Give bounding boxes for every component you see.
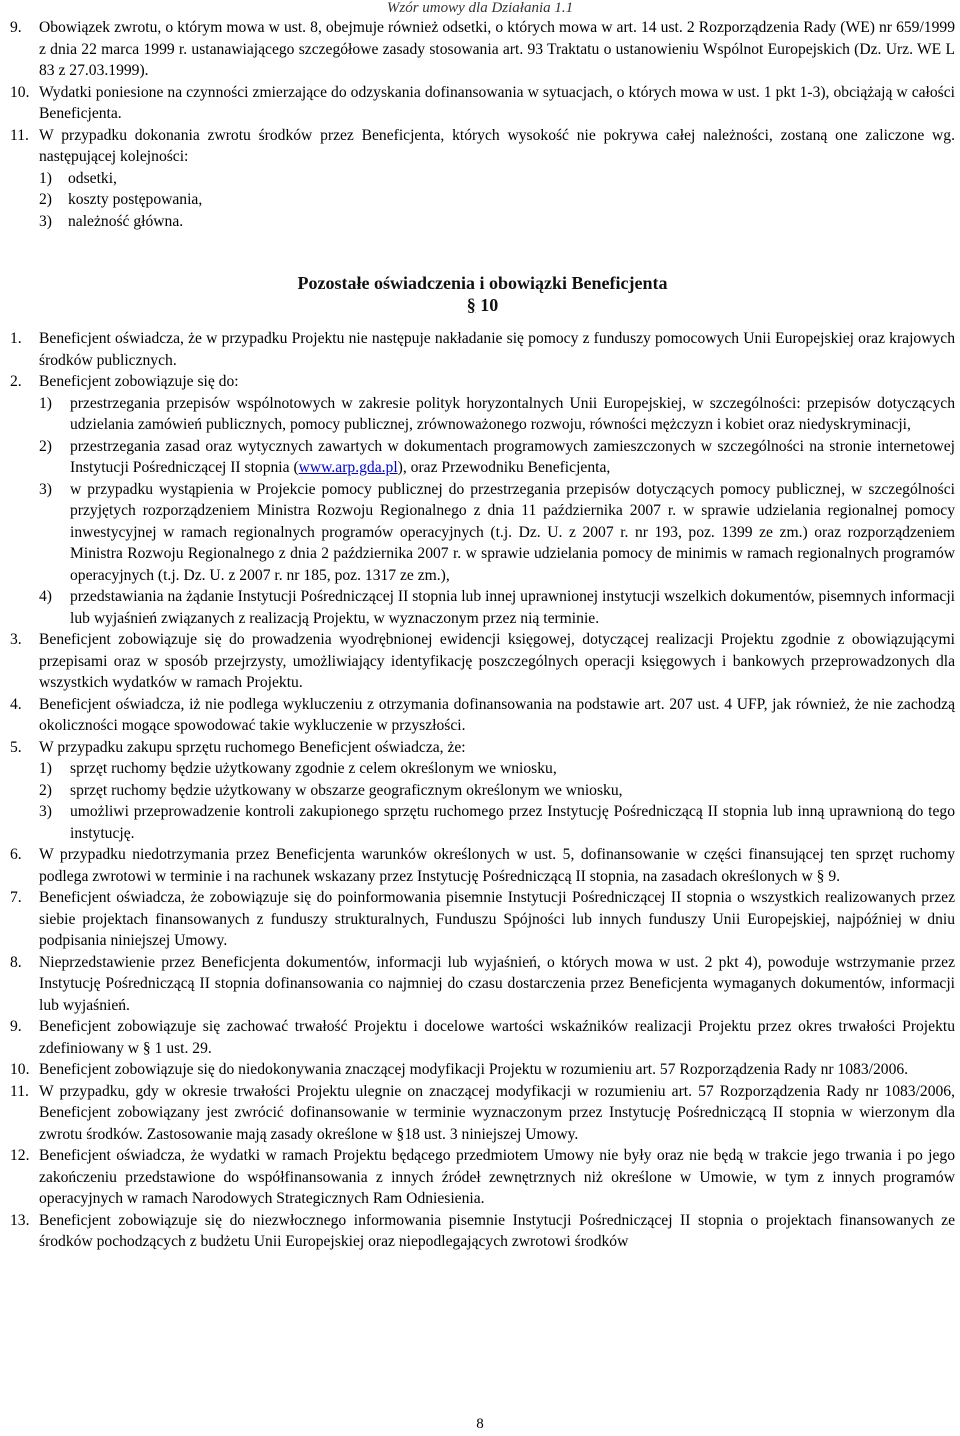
paragraph-text: Nieprzedstawienie przez Beneficjenta dokumentów, informacji lub wyjaśnień, o których mowa w ust. 2 pkt 4), powoduje wstrzymanie przez Instytucję Pośredniczącą II stopnia dofinansowania co najmniej do czasu dostarczenia przez Beneficjenta wymaganych dokumentów, informacji lub wyjaśnień. xyxy=(39,953,955,1014)
paragraph-number: 2. xyxy=(10,373,22,390)
list-item xyxy=(39,436,955,479)
list-item-number: 2) xyxy=(39,781,52,799)
list-item xyxy=(39,189,955,211)
paragraph-text: W przypadku zakupu sprzętu ruchomego Beneficjent oświadcza, że: xyxy=(39,738,466,756)
paragraph-number: 10. xyxy=(10,1061,30,1078)
paragraph-number: 9. xyxy=(10,1018,22,1035)
section-paragraph-4 xyxy=(10,694,955,737)
list-item xyxy=(39,586,955,629)
list-item-text: sprzęt ruchomy będzie użytkowany w obszarze geograficznym określonym we wniosku, xyxy=(70,781,623,799)
paragraph-number: 1. xyxy=(10,330,22,347)
section-paragraph-1 xyxy=(10,328,955,371)
list-item-number: 1) xyxy=(39,169,52,187)
list-item-text: przedstawiania na żądanie Instytucji Pośredniczącej II stopnia lub innej uprawnionej instytucji wszelkich dokumentów, pisemnych informacji lub wyjaśnień związanych z realizacją Projektu, w wyznaczonym przez nią terminie. xyxy=(70,588,955,627)
equipment-list xyxy=(39,758,955,844)
section-symbol: § xyxy=(466,295,476,315)
arp-website-link[interactable]: www.arp.gda.pl xyxy=(298,459,398,476)
list-item-text: należność główna. xyxy=(68,212,184,230)
document-body xyxy=(10,17,955,1253)
list-item-text: koszty postępowania, xyxy=(68,191,203,208)
paragraph-text: Obowiązek zwrotu, o którym mowa w ust. 8, obejmuje również odsetki, o których mowa w art. 14 ust. 2 Rozporządzenia Rady (WE) nr 659/1999 z dnia 22 marca 1999 r. ustanawiającego szczegółowe zasady stosowania art. 93 Traktatu o ustanowieniu Wspólnot Europejskich (Dz. Urz. WE L 83 z 27.03.1999). xyxy=(39,19,955,79)
paragraph-text: Beneficjent zobowiązuje się do: xyxy=(39,373,239,390)
list-item-text-part: przestrzegania zasad oraz wytycznych zawartych w dokumentach programowych zamieszczonych w szczególności na stronie internetowej Instytucji Pośredniczącej II stopnia ( xyxy=(70,437,955,476)
list-item xyxy=(39,211,955,233)
list-item xyxy=(39,780,955,802)
list-item xyxy=(39,479,955,587)
section-paragraph-6 xyxy=(10,844,955,887)
paragraph-number: 12. xyxy=(10,1147,30,1164)
list-item-text: odsetki, xyxy=(68,169,117,187)
paragraph-text: Beneficjent oświadcza, że zobowiązuje się do poinformowania pisemnie Instytucji Pośredniczącej II stopnia o wszystkich realizowanych przez siebie projektach finansowanych z funduszy strukturalnych, Funduszu Spójności lub innych funduszy Unii Europejskiej, najpóźniej w dniu podpisania niniejszej Umowy. xyxy=(39,889,955,949)
list-item-number: 1) xyxy=(39,760,52,777)
paragraph-10 xyxy=(10,82,955,125)
section-paragraph-5 xyxy=(10,737,955,845)
paragraph-number: 4. xyxy=(10,695,22,713)
paragraph-text: Beneficjent oświadcza, iż nie podlega wykluczeniu z otrzymania dofinansowania na podstawie art. 207 ust. 4 UFP, jak również, że nie zachodzą okoliczności mogące spowodować takie wykluczenie w przyszłości. xyxy=(39,695,955,734)
section-number xyxy=(10,294,955,316)
section-paragraph-11 xyxy=(10,1081,955,1146)
section-paragraph-12 xyxy=(10,1145,955,1210)
paragraph-body xyxy=(39,125,955,233)
list-item xyxy=(39,168,955,190)
list-item xyxy=(39,393,955,436)
list-item-text: w przypadku wystąpienia w Projekcie pomocy publicznej do przestrzegania przepisów dotyczących pomocy publicznej, w szczególności przyjętych rozporządzeniem Ministra Rozwoju Regionalnego z dnia 11 października 2007 r. w sprawie udzielania regionalnej pomocy inwestycyjnej w ramach regionalnych programów operacyjnych (t.j. Dz. U. z 2007 r. nr 193, poz. 1399 ze zm.) oraz rozporządzeniem Ministra Rozwoju Regionalnego z dnia 2 października 2007 r. w sprawie udzielania pomocy de minimis w ramach regionalnych programów operacyjnych (t.j. Dz. U. z 2007 r. nr 185, poz. 1317 ze zm.), xyxy=(70,480,955,584)
list-item-number: 2) xyxy=(39,191,52,208)
paragraph-number: 10. xyxy=(10,83,30,101)
list-item-number: 1) xyxy=(39,394,52,412)
section-paragraph-3 xyxy=(10,629,955,694)
paragraph-text: Wydatki poniesione na czynności zmierzające do odzyskania dofinansowania w sytuacjach, o których mowa w ust. 1 pkt 1-3), obciążają w całości Beneficjenta. xyxy=(39,83,955,122)
paragraph-number: 3. xyxy=(10,631,22,648)
paragraph-number: 11. xyxy=(10,1082,29,1100)
paragraph-text: W przypadku dokonania zwrotu środków przez Beneficjenta, których wysokość nie pokrywa całej należności, zostaną one zaliczone wg. następującej kolejności: xyxy=(39,126,955,165)
list-item-number: 4) xyxy=(39,588,52,605)
list-item-number: 3) xyxy=(39,803,52,820)
paragraph-text: Beneficjent zobowiązuje się do niezwłocznego informowania pisemnie Instytucji Pośredniczącej II stopnia o projektach finansowanych ze środków pochodzących z budżetu Unii Europejskiej oraz niepodlegających zwrotowi środków xyxy=(39,1211,955,1250)
repayment-order-list xyxy=(39,168,955,233)
list-item-text: umożliwi przeprowadzenie kontroli zakupionego sprzętu ruchomego przez Instytucję Pośredniczącą II stopnia lub inną uprawnioną do tego instytucję. xyxy=(70,803,955,842)
paragraph-number: 11. xyxy=(10,126,29,144)
list-item xyxy=(39,801,955,844)
section-paragraph-2 xyxy=(10,371,955,629)
obligations-list xyxy=(39,393,955,630)
page-number: 8 xyxy=(476,1416,484,1432)
section-number-value: 10 xyxy=(480,295,499,315)
paragraph-number: 9. xyxy=(10,19,22,36)
list-item-number: 3) xyxy=(39,212,52,230)
paragraph-11 xyxy=(10,125,955,233)
list-item-number: 3) xyxy=(39,480,52,498)
section-paragraph-13 xyxy=(10,1210,955,1253)
list-item-text: przestrzegania przepisów wspólnotowych w zakresie polityk horyzontalnych Unii Europejskiej, w szczególności: przepisów dotyczących udzielania zamówień publicznych, pomocy publicznej, zrównoważonego rozwoju, równości mężczyzn i kobiet oraz niedyskryminacji, xyxy=(70,394,955,433)
paragraph-text: Beneficjent oświadcza, że w przypadku Projektu nie następuje nakładanie się pomocy z funduszy pomocowych Unii Europejskiej oraz krajowych środków publicznych. xyxy=(39,330,955,369)
paragraph-text: W przypadku, gdy w okresie trwałości Projektu ulegnie on znaczącej modyfikacji w rozumieniu art. 57 Rozporządzenia Rady nr 1083/2006, Beneficjent zobowiązany jest zwrócić dofinansowanie w terminie wyznaczonym przez Instytucję Pośredniczącą II stopnia w wierzonym dla zwrotu środków. Zastosowanie mają zasady określone w §18 ust. 3 niniejszej Umowy. xyxy=(39,1082,955,1143)
list-item-text xyxy=(70,436,955,479)
list-item-number: 2) xyxy=(39,437,52,455)
list-item xyxy=(39,758,955,780)
paragraph-number: 8. xyxy=(10,953,22,971)
section-paragraph-7 xyxy=(10,887,955,952)
running-header: Wzór umowy dla Działania 1.1 xyxy=(386,0,574,16)
section-paragraph-9 xyxy=(10,1016,955,1059)
paragraph-text: Beneficjent zobowiązuje się zachować trwałość Projektu i docelowe wartości wskaźników realizacji Projektu przez okres trwałości Projektu zdefiniowany w § 1 ust. 29. xyxy=(39,1018,955,1057)
paragraph-text: Beneficjent oświadcza, że wydatki w ramach Projektu będącego przedmiotem Umowy nie były oraz nie będą w trakcie jego trwania i po jego zakończeniu przedstawione do współfinansowania z innych źródeł zewnętrznych niż określone w Umowie, w tym z innych programów operacyjnych w ramach Narodowych Strategicznych Ram Odniesienia. xyxy=(39,1147,955,1207)
paragraph-9 xyxy=(10,17,955,82)
paragraph-text: Beneficjent zobowiązuje się do prowadzenia wyodrębnionej ewidencji księgowej, dotyczącej realizacji Projektu zgodnie z obowiązującymi przepisami oraz w sposób przejrzysty, umożliwiający identyfikację poszczególnych operacji księgowych i bankowych przeprowadzonych dla wszystkich wydatków w ramach Projektu. xyxy=(39,631,955,691)
paragraph-number: 6. xyxy=(10,846,22,863)
paragraph-body xyxy=(39,371,955,629)
section-paragraph-10 xyxy=(10,1059,955,1081)
section-paragraph-8 xyxy=(10,952,955,1017)
paragraph-text: Beneficjent zobowiązuje się do niedokonywania znaczącej modyfikacji Projektu w rozumieniu art. 57 Rozporządzenia Rady nr 1083/2006. xyxy=(39,1061,909,1078)
paragraph-body xyxy=(39,737,955,845)
list-item-text-part: ), oraz Przewodniku Beneficjenta, xyxy=(397,459,611,476)
section-heading: Pozostałe oświadczenia i obowiązki Beneficjenta xyxy=(297,273,668,293)
paragraph-text: W przypadku niedotrzymania przez Beneficjenta warunków określonych w ust. 5, dofinansowanie w części finansującej ten sprzęt ruchomy podlega zwrotowi w terminie i na rachunek wskazany przez Instytucję Pośredniczącą II stopnia, na zasadach określonych w § 9. xyxy=(39,846,955,885)
list-item-text: sprzęt ruchomy będzie użytkowany zgodnie z celem określonym we wniosku, xyxy=(70,760,557,777)
paragraph-number: 7. xyxy=(10,889,22,906)
paragraph-number: 5. xyxy=(10,738,22,756)
paragraph-number: 13. xyxy=(10,1211,30,1229)
